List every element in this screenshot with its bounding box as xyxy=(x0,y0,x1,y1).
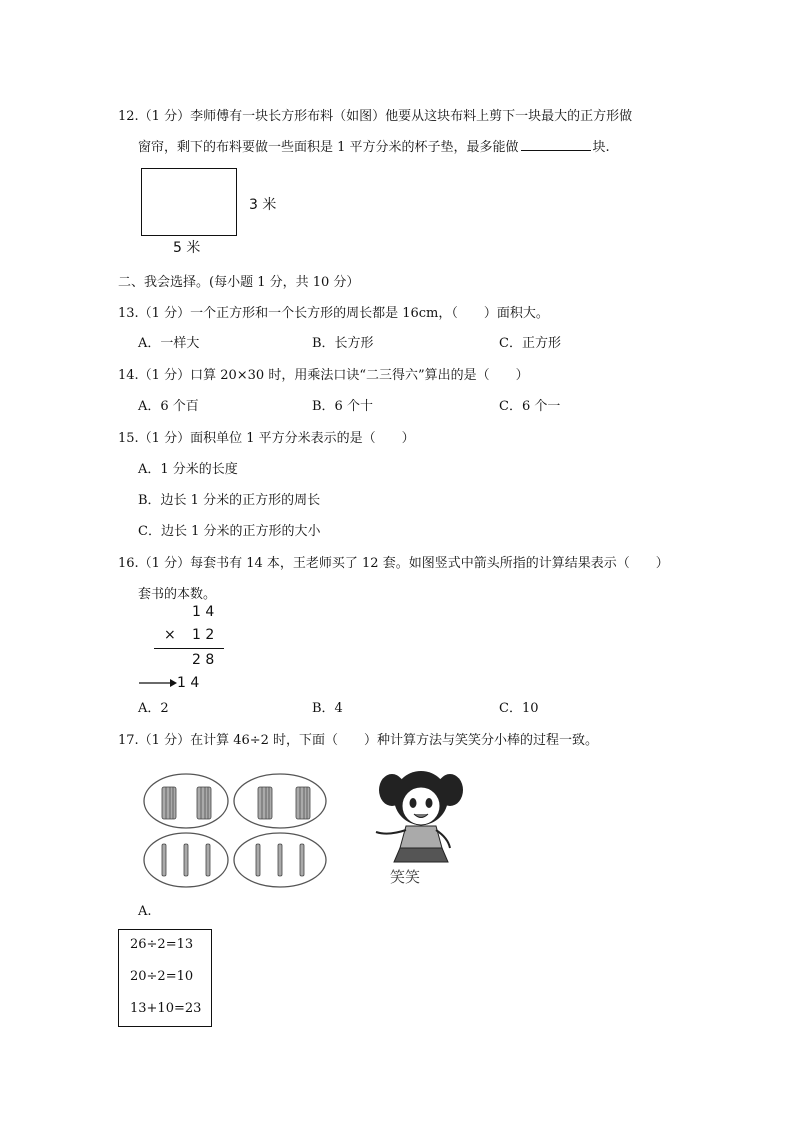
q12-line2-text: 窗帘，剩下的布料要做一些面积是 1 平方分米的杯子垫，最多能做 xyxy=(138,140,519,155)
q17-stem: 17.（1 分）在计算 46÷2 时，下面（ ）种计算方法与笑笑分小棒的过程一致。 xyxy=(118,733,599,748)
q12-line2 xyxy=(138,136,610,155)
bottom-label: 5 米 xyxy=(173,240,201,256)
sticks-illustration xyxy=(140,772,336,890)
q15-option-a[interactable]: A．1 分米的长度 xyxy=(138,462,238,477)
section-heading: 二、我会选择。(每小题 1 分，共 10 分） xyxy=(118,275,360,290)
vertical-divider xyxy=(154,648,224,649)
q16-line2: 套书的本数。 xyxy=(138,587,217,602)
side-label: 3 米 xyxy=(249,197,277,213)
q15-stem: 15.（1 分）面积单位 1 平方分米表示的是（ ） xyxy=(118,431,415,446)
q14-option-b[interactable]: B．6 个十 xyxy=(312,399,373,414)
q17-option-a[interactable]: A. xyxy=(138,904,152,919)
girl-illustration xyxy=(366,762,476,868)
calc-line-3: 13+10=23 xyxy=(130,1001,202,1016)
arrow-icon xyxy=(138,677,178,689)
q13-option-a[interactable]: A．一样大 xyxy=(138,336,200,351)
q16-option-b[interactable]: B．4 xyxy=(312,701,343,716)
q16-option-c[interactable]: C．10 xyxy=(499,701,539,716)
vertical-row1: 1 4 xyxy=(192,604,215,620)
q12-line1: 12.（1 分）李师傅有一块长方形布料（如图）他要从这块布料上剪下一块最大的正方形做 xyxy=(118,109,633,124)
q13-option-b[interactable]: B．长方形 xyxy=(312,336,374,351)
q12-line2-end: 块. xyxy=(592,140,610,155)
girl-label: 笑笑 xyxy=(390,868,421,886)
q14-option-a[interactable]: A．6 个百 xyxy=(138,399,199,414)
answer-blank[interactable] xyxy=(521,138,591,151)
q15-option-c[interactable]: C．边长 1 分米的正方形的大小 xyxy=(138,524,321,539)
vertical-row4: 1 4 xyxy=(177,675,200,691)
q13-stem: 13.（1 分）一个正方形和一个长方形的周长都是 16cm，（ ）面积大。 xyxy=(118,306,549,321)
q14-stem: 14.（1 分）口算 20×30 时，用乘法口诀“二三得六”算出的是（ ） xyxy=(118,368,529,383)
vertical-row3: 2 8 xyxy=(192,652,215,668)
fabric-rectangle xyxy=(141,168,237,236)
q13-option-c[interactable]: C．正方形 xyxy=(499,336,561,351)
q16-line1: 16.（1 分）每套书有 14 本，王老师买了 12 套。如图竖式中箭头所指的计算结果表示（ ） xyxy=(118,556,669,571)
q14-option-c[interactable]: C．6 个一 xyxy=(499,399,561,414)
q16-option-a[interactable]: A．2 xyxy=(138,701,169,716)
q15-option-b[interactable]: B．边长 1 分米的正方形的周长 xyxy=(138,493,321,508)
times-sign: × xyxy=(164,627,176,643)
calc-line-1: 26÷2=13 xyxy=(130,937,194,952)
calc-line-2: 20÷2=10 xyxy=(130,969,194,984)
vertical-row2: 1 2 xyxy=(192,627,215,643)
